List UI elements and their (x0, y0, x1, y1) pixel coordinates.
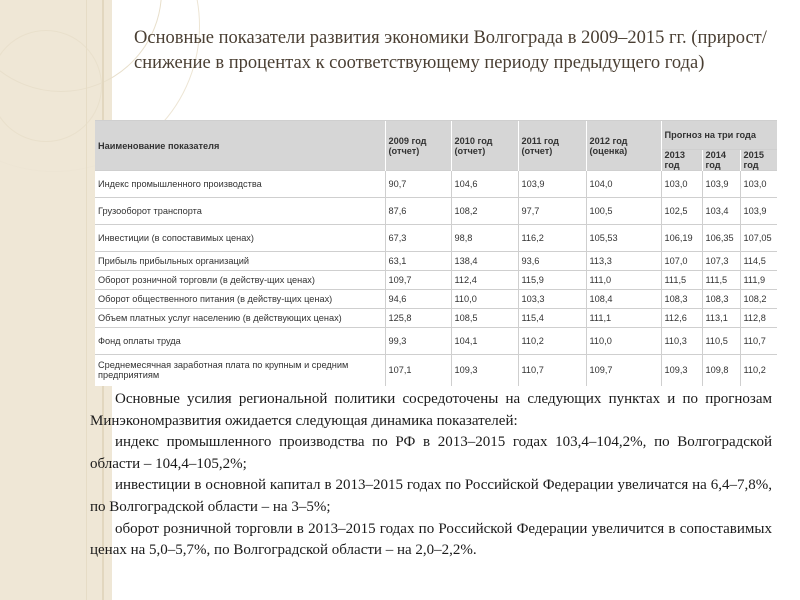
value-cell: 111,0 (586, 271, 661, 290)
value-cell: 104,6 (451, 171, 518, 198)
value-cell: 138,4 (451, 252, 518, 271)
value-cell: 103,3 (518, 290, 586, 309)
value-cell: 108,3 (702, 290, 740, 309)
value-cell: 110,5 (702, 328, 740, 355)
header-2010: 2010 год (отчет) (451, 121, 518, 171)
value-cell: 109,7 (586, 355, 661, 386)
indicator-name-cell: Прибыль прибыльных организаций (95, 252, 385, 271)
value-cell: 114,5 (740, 252, 777, 271)
value-cell: 90,7 (385, 171, 451, 198)
value-cell: 109,3 (661, 355, 702, 386)
value-cell: 107,0 (661, 252, 702, 271)
indicator-name-cell: Индекс промышленного производства (95, 171, 385, 198)
value-cell: 110,0 (451, 290, 518, 309)
indicator-name-cell: Объем платных услуг населению (в действующих ценах) (95, 309, 385, 328)
value-cell: 104,1 (451, 328, 518, 355)
value-cell: 103,9 (740, 198, 777, 225)
value-cell: 105,53 (586, 225, 661, 252)
header-indicator: Наименование показателя (95, 121, 385, 171)
value-cell: 110,3 (661, 328, 702, 355)
indicator-name-cell: Среднемесячная заработная плата по крупным и средним предприятиям (95, 355, 385, 386)
value-cell: 108,2 (451, 198, 518, 225)
header-forecast: Прогноз на три года (661, 121, 777, 150)
header-2014: 2014 год (702, 150, 740, 171)
value-cell: 109,3 (451, 355, 518, 386)
value-cell: 94,6 (385, 290, 451, 309)
table-header-row (95, 121, 777, 150)
table-row (95, 328, 777, 355)
table-row (95, 171, 777, 198)
header-2011: 2011 год (отчет) (518, 121, 586, 171)
indicators-table (95, 120, 777, 386)
value-cell: 103,9 (518, 171, 586, 198)
value-cell: 102,5 (661, 198, 702, 225)
value-cell: 108,3 (661, 290, 702, 309)
table-row (95, 225, 777, 252)
value-cell: 103,0 (661, 171, 702, 198)
paragraph: инвестиции в основной капитал в 2013–2015 годах по Российской Федерации увеличатся на 6,4–7,8%, по Волгоградской области – на 3–5%; (90, 477, 772, 515)
body-text (90, 389, 772, 562)
value-cell: 110,2 (518, 328, 586, 355)
value-cell: 125,8 (385, 309, 451, 328)
indicator-name-cell: Оборот общественного питания (в действу-щих ценах) (95, 290, 385, 309)
header-2013: 2013 год (661, 150, 702, 171)
value-cell: 108,2 (740, 290, 777, 309)
value-cell: 103,0 (740, 171, 777, 198)
value-cell: 115,9 (518, 271, 586, 290)
value-cell: 111,9 (740, 271, 777, 290)
value-cell: 108,5 (451, 309, 518, 328)
value-cell: 107,3 (702, 252, 740, 271)
value-cell: 113,1 (702, 309, 740, 328)
paragraph: Основные усилия региональной политики сосредоточены на следующих пунктах и по прогнозам Минэкономразвития ожидается следующая динамика показателей: (90, 391, 772, 429)
value-cell: 110,2 (740, 355, 777, 386)
value-cell: 110,7 (518, 355, 586, 386)
value-cell: 109,8 (702, 355, 740, 386)
decorative-line (86, 0, 87, 600)
value-cell: 112,8 (740, 309, 777, 328)
value-cell: 104,0 (586, 171, 661, 198)
value-cell: 67,3 (385, 225, 451, 252)
value-cell: 106,19 (661, 225, 702, 252)
value-cell: 113,3 (586, 252, 661, 271)
header-2012: 2012 год (оценка) (586, 121, 661, 171)
table-row (95, 252, 777, 271)
table-row (95, 355, 777, 386)
value-cell: 108,4 (586, 290, 661, 309)
value-cell: 100,5 (586, 198, 661, 225)
value-cell: 97,7 (518, 198, 586, 225)
value-cell: 103,4 (702, 198, 740, 225)
header-2009: 2009 год (отчет) (385, 121, 451, 171)
value-cell: 110,0 (586, 328, 661, 355)
header-2015: 2015 год (740, 150, 777, 171)
value-cell: 103,9 (702, 171, 740, 198)
indicator-name-cell: Грузооборот транспорта (95, 198, 385, 225)
value-cell: 63,1 (385, 252, 451, 271)
value-cell: 111,1 (586, 309, 661, 328)
value-cell: 99,3 (385, 328, 451, 355)
value-cell: 112,6 (661, 309, 702, 328)
paragraph: оборот розничной торговли в 2013–2015 годах по Российской Федерации увеличится в сопоставимых ценах на 5,0–5,7%, по Волгоградской области – на 2,0–2,2%. (90, 520, 772, 559)
indicator-name-cell: Оборот розничной торговли (в действу-щих ценах) (95, 271, 385, 290)
value-cell: 93,6 (518, 252, 586, 271)
value-cell: 111,5 (661, 271, 702, 290)
indicator-name-cell: Фонд оплаты труда (95, 328, 385, 355)
table-row (95, 309, 777, 328)
paragraph: индекс промышленного производства по РФ в 2013–2015 годах 103,4–104,2%, по Волгоградской области – 104,4–105,2%; (90, 434, 772, 472)
value-cell: 110,7 (740, 328, 777, 355)
value-cell: 116,2 (518, 225, 586, 252)
value-cell: 111,5 (702, 271, 740, 290)
slide-title: Основные показатели развития экономики Волгограда в 2009–2015 гг. (прирост/снижение в процентах к соответствующему периоду предыдущего года) (134, 28, 767, 73)
indicator-name-cell: Инвестиции (в сопоставимых ценах) (95, 225, 385, 252)
value-cell: 87,6 (385, 198, 451, 225)
table-row (95, 290, 777, 309)
value-cell: 107,1 (385, 355, 451, 386)
value-cell: 115,4 (518, 309, 586, 328)
table-row (95, 198, 777, 225)
value-cell: 107,05 (740, 225, 777, 252)
table-row (95, 271, 777, 290)
value-cell: 98,8 (451, 225, 518, 252)
value-cell: 109,7 (385, 271, 451, 290)
value-cell: 106,35 (702, 225, 740, 252)
value-cell: 112,4 (451, 271, 518, 290)
